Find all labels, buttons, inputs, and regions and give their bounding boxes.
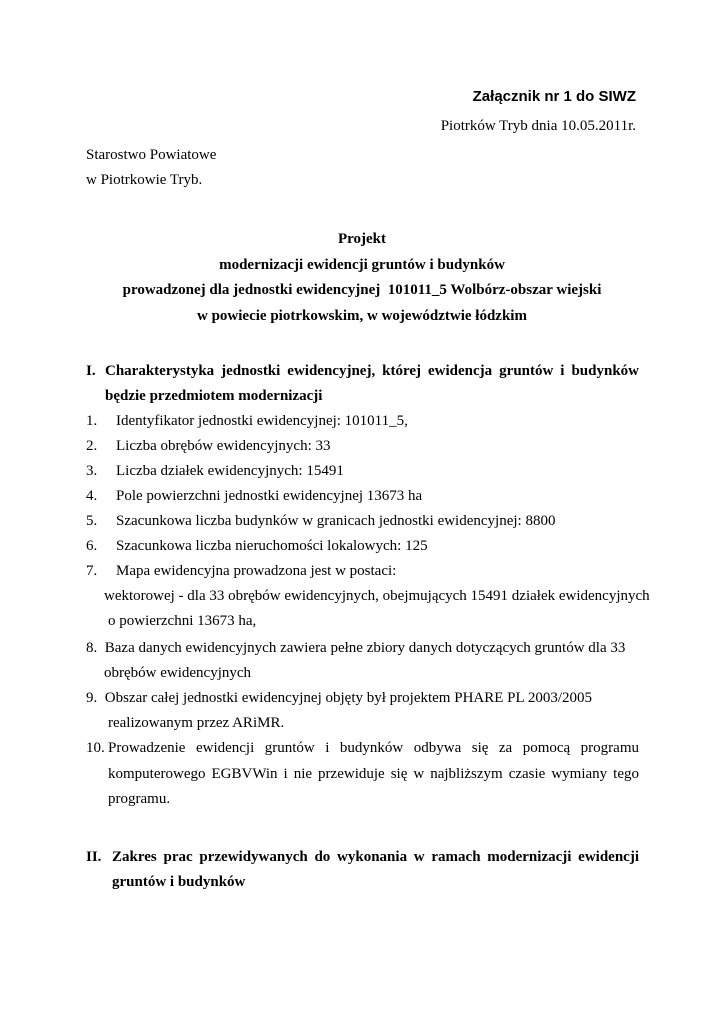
recipient-block <box>86 143 216 193</box>
list-item-text: Mapa ewidencyjna prowadzona jest w postaci: <box>116 563 397 579</box>
section-2-title: Zakres prac przewidywanych do wykonania w ramach modernizacji ewidencji gruntów i budynków <box>112 849 639 890</box>
title-line-4: w powiecie piotrkowskim, w województwie łódzkim <box>197 307 527 324</box>
place-date: Piotrków Tryb dnia 10.05.2011r. <box>440 118 636 134</box>
title-line-1: Projekt <box>337 231 387 247</box>
list-item-text: Pole powierzchni jednostki ewidencyjnej 13673 ha <box>116 488 423 504</box>
list-item-text: Szacunkowa liczba nieruchomości lokalowych: 125 <box>116 538 428 554</box>
list-item-number: 7. <box>86 563 98 579</box>
item-8-line-2: obrębów ewidencyjnych <box>104 665 252 681</box>
item-10-number: 10. <box>86 740 105 756</box>
list-item-text: Liczba obrębów ewidencyjnych: 33 <box>116 438 331 454</box>
list-item-number: 3. <box>86 463 98 479</box>
list-item-number: 5. <box>86 513 98 529</box>
recipient-line-1: Starostwo Powiatowe <box>86 147 217 163</box>
list-item-text: Identyfikator jednostki ewidencyjnej: 101011_5, <box>116 413 408 429</box>
list-item-text: Liczba działek ewidencyjnych: 15491 <box>116 463 344 479</box>
item-9-line-1: 9. Obszar całej jednostki ewidencyjnej objęty był projektem PHARE PL 2003/2005 <box>86 690 593 706</box>
document-title <box>0 227 724 329</box>
list-item-number: 4. <box>86 488 98 504</box>
section-1-heading <box>86 359 639 409</box>
section-2-heading <box>86 845 639 895</box>
title-line-2: modernizacji ewidencji gruntów i budynków <box>219 256 505 273</box>
title-line-3: prowadzonej dla jednostki ewidencyjnej 101011_5 Wolbórz-obszar wiejski <box>122 282 602 298</box>
item-8-line-1: 8. Baza danych ewidencyjnych zawiera pełne zbiory danych dotyczących gruntów dla 33 <box>86 640 626 656</box>
item-7-continuation-2: o powierzchni 13673 ha, <box>108 613 257 629</box>
section-1-title: Charakterystyka jednostki ewidencyjnej, której ewidencja gruntów i budynków będzie przedmiotem modernizacji <box>105 363 639 404</box>
list-item-number: 1. <box>86 413 98 429</box>
section-2-number: II. <box>86 849 102 865</box>
list-item-number: 6. <box>86 538 98 554</box>
annex-label: Załącznik nr 1 do SIWZ <box>472 88 636 105</box>
list-item-number: 2. <box>86 438 98 454</box>
list-item-text: Szacunkowa liczba budynków w granicach jednostki ewidencyjnej: 8800 <box>116 513 556 529</box>
recipient-line-2: w Piotrkowie Tryb. <box>86 172 203 188</box>
item-9-line-2: realizowanym przez ARiMR. <box>108 715 285 731</box>
item-10-text: Prowadzenie ewidencji gruntów i budynków odbywa się za pomocą programu komputerowego EGBVWin i nie przewiduje się w najbliższym czasie wymiany tego programu. <box>108 740 639 807</box>
item-7-continuation-1: wektorowej - dla 33 obrębów ewidencyjnych, obejmujących 15491 działek ewidencyjnych <box>104 588 650 604</box>
section-1-number: I. <box>86 363 96 379</box>
item-10 <box>86 736 639 813</box>
